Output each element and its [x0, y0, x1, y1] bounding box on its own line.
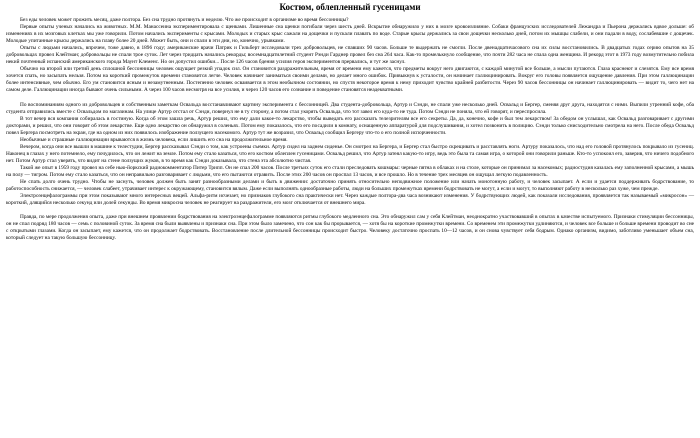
paragraph: Электроэнцефалограммы при этом показывают много интересных вещей. Альфа-ритм исчезает, но признаков глубокого сна практически нет. Через каждые полтора-два часа возникают изменения. У бодрствующих людей, как показали исследования, проявляется так называемый «микросон» — короткий, длящийся несколько секунд или долей секунды. Во время микросна человек не реагирует на раздражители, его мозг отключается от внешнего мира.	[6, 193, 694, 207]
article-body	[6, 17, 694, 242]
paragraph: Необычные и страшные галлюцинации врываются в жизнь человека, если лишить его сна на продолжительное время.	[20, 136, 288, 143]
paragraph: Без еды человек может прожить месяц, даже полтора. Без сна трудно протянуть и неделю. Что же происходит в организме во время бессонницы?	[20, 17, 349, 23]
paragraph: Правда, по мере продолжения опыта, даже при внешнем проявлении бодрствования на электроэнцефалограмме появляются ритмы глубокого медленного сна. Это обнаружил сам у себя Клейтман, неоднократно участвовавший в опытах в качестве испытуемого. Признаки стимуляции бессонницы, он не спал подряд 180 часов — семь с половиной суток. За время сна были выявлены и признаки сна. При этом было замечено, что сон как бы прорывается, — хотя бы на короткие промежутки времени. Со временем эти промежутки удлиняются, и человек все больше и больше времени проводит во сне с открытыми глазами. Когда он засыпает, ему кажется, что он продолжает бодрствовать. Восстановление после длительной бессонницы происходит быстро. Человеку достаточно проспать 10—12 часов, и он снова чувствует себя бодрым. Однако организм, видимо, заботливо уменьшает объем сна, который следует на такую большую бессонницу.	[6, 214, 694, 242]
paragraph: Опыты с людьми начались, впрочем, тоже давно, в 1896 году; американские врачи Патрик и Гильберт исследовали трех добровольцев, не спавших 90 часов. Больше те выдержать не смогли. После двенадцатичасового сна их силы восстановились. В двадцатых годах серию опытов на 35 добровольцах провел Клейтман; добровольцы не спали трое суток. Лет через тридцать начались рекорды; восемнадцатилетний студент Рэнди Гарднер провел без сна 264 часа. Как-то промелькнуло сообщение, что почти 282 часа не спала одна женщина. И рекорд этот в 1973 году возмутительно побила некий почтенный испанский американского города Маунт Клеменс. Но он допустил ошибки... После 126 часов бдения усилия героя экспериментов прервались, и тут же заснул.	[6, 45, 694, 66]
paragraph: По воспоминаниям одного из добровольцев и собственным заметкам Освальда восстанавливают картину эксперимента с бессонницей. Два студента-добровольца, Артур и Сэнди, не спали уже несколько дней. Освальд и Бергер, сменяя друг друга, находятся с ними. Выпили утренний кофе, оба студента отправились вместе с Освальдом по магазинам. На улице Артур отстал от Сэнди, повернул не в ту сторону, а потом стал укорять Освальда, что тот завел его куда-то не туда. Потом Сэнди не поняла, что ей говорят, и переспросила.	[6, 101, 694, 115]
article-title: Костюм, облепленный гусеницами	[279, 2, 421, 12]
paragraph: Вечером, когда они все вышли в машине к телестудии, Бергер рассказывал Сэнди о том, как устроены съемки. Артур сидел на заднем сиденье. Он смотрел на Бергера, и Бергер стал быстро скрещивать и расставлять ноги. Артуру показалось, что над его головой протянулось покрывало из гусениц. Наконец в глазах у него потемнело, ему почудилось, что он лежит на земле. Потом ему стало казаться, что его костюм облеплен гусеницами. Освальд решил, что Артур затеял какую-то игру, ведь это была та самая игра, о которой они говорили раньше. Кто-то успокоил его, заверив, что ничего подобного нет. Потом Артур стал уверять, что видит на стене ползущих жуков, в то время как Сэнди доказывала, что стена эта абсолютно чистая.	[6, 143, 694, 164]
paragraph: Обычно на второй или третий день сплошной бессонницы человек ощущает резкий упадок сил. Он становится раздражительным, время от времени ему кажется, что предметы вокруг него двигаются, с каждой минутой все больше, а мысли путаются. Глаза краснеют и слезятся. Ему все время хочется спать, но засыпать нельзя. Потом на короткий промежуток времени становится легче. Человек начинает заниматься своими делами, но делает много ошибок. Привыкнув к усталости, он начинает галлюцинировать. Вокруг его головы появляется ощущение давления. При этом галлюцинации более интенсивные, чем обычно. Его ум становится ясным и незамутненным. Постепенно человек осваивается в этом необычном состоянии, но спустя некоторое время к нему приходит чувство крайней разбитости. Через 90 часов бессонницы он начинает галлюцинировать — видит то, чего нет на самом деле. Галлюцинации иногда бывают очень сильными. А через 100 часов несмотря на все усилия, и через 120 часов его сознание и поведение становятся неадекватными.	[6, 66, 694, 94]
paragraph: Первые опыты ученых начались на животных. М.М. Манассеина экспериментировала с щенками. Лишенные сна щенки погибали через шесть дней. Вскрытие обнаружило у них в мозге кровоизлияние. Собаки французских исследователей Лежандра и Пьерона держались вдвое дольше: об изменениях в их мозговых клетках мы уже говорили. Потом начались эксперименты с крысами. Молодых и старых крыс сажали на дощечки и пускали плавать по воде. Старые крысы держались за свои дощечки несколько дней, потом их мышцы слабели, и они падали в воду, сослабевшие с дощечек. Молодые упитанные крысы держались на плаву более 20 дней. Может быть, они и спали в эти дни, но, конечно, урывками.	[6, 24, 694, 45]
paragraph: В тот вечер вся компания собиралась в гостиную. Когда об этом зашла речь, Артур решил, что ему дали какое-то лекарство, чтобы выведать его рассказать телезрителям все его секреты. Да, да, конечно, кофе и был тем лекарством! За обедом он услышал, как Освальд разговаривает с другими докторами, и решил, что они говорят об этом лекарстве. Еще одно лекарство он обнаружил в соленьях. Потом ему показалось, что его посадили в комнату, оснащенную аппаратурой для подслушивания, и хотел позвонить в полицию. Сэнди только снисходительно смотрела на него. После обеда Освальд повел Бергера посмотреть на экран, где на одном из них появилось изображение ползущего насекомого. Артур тут же возразил, что Освальд сообщил Бергеру что-то о его полной испорченности.	[6, 115, 694, 136]
paragraph: Такой же опыт в 1959 году провел на себе нью-йоркский радиокомментатор Питер Трипп. Он не спал 200 часов. После третьих суток его стали преследовать кошмары: черные пятна в облаках и на столе, которые он принимал за насекомых; радиостудия казалась ему заполненной крысами, а мышь на полу — тигром. Потом ему стало казаться, что он неправильно разговаривает с людьми, что его пытаются отравить. После этих 200 часов он проспал 13 часов, и все прошло. Но в течение трех месяцев он ощущал легкую подавленность.	[6, 164, 694, 178]
paragraph: Не спать долго очень трудно. Чтобы не заснуть, человек должен быть занят разнообразными делами и быть в движении: достаточно принять относительно неподвижное положение или начать монотонную работу, и человек засыпает. А если и удается поддерживать бодрствование, то работоспособность снижается, — человек слабеет, утрачивает интерес к окружающему, становится вялым. Даже если выполнять однообразные работы, люди на больших промежутках времени бодрствовать не могут, а если и могут, то выполняют работу в несколько раз хуже, чем прежде.	[6, 179, 694, 193]
